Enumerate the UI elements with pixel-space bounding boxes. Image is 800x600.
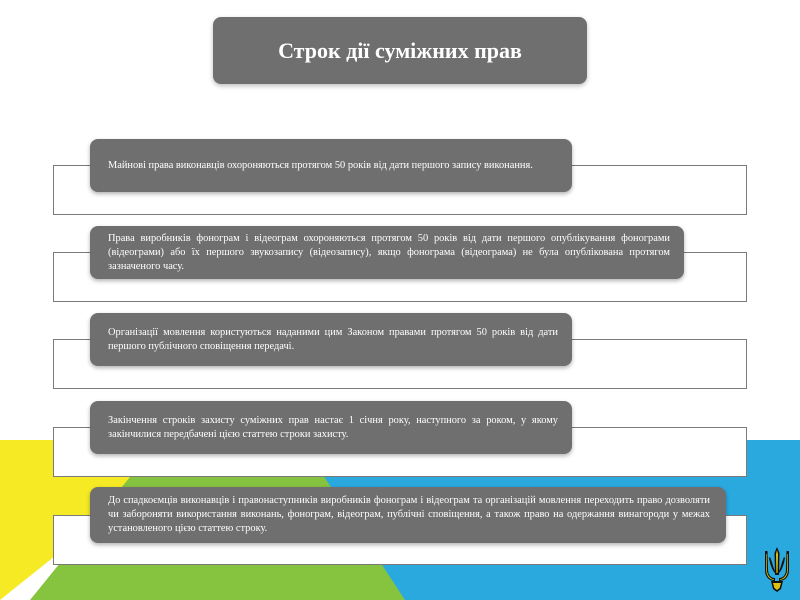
item-text-2: Права виробників фонограм і відеограм охороняються протягом 50 років від дати першого опублікування фонограми (відеограми) або їх першого звукозапису (відеозапису), якщо фонограма (відеограма) не була опублікована протягом зазначеного часу. (108, 232, 670, 272)
item-card-4 (90, 401, 572, 454)
page-title-box (213, 17, 587, 84)
item-card-5 (90, 487, 726, 543)
item-card-3 (90, 313, 572, 366)
item-card-1 (90, 139, 572, 192)
item-text-1: Майнові права виконавців охороняються протягом 50 років від дати першого запису виконання. (108, 159, 533, 171)
item-card-2 (90, 226, 684, 279)
item-text-5: До спадкоємців виконавців і правонаступників виробників фонограм і відеограм та організацій мовлення переходить право дозволяти чи забороняти використання виконань, фонограм, відеограм, публічні сповіщення, а також право на одержання винагороди у межах установленого цією статтею строку. (108, 495, 710, 534)
page-title: Строк дії суміжних прав (278, 37, 522, 63)
item-text-4: Закінчення строків захисту суміжних прав настає 1 січня року, наступного за роком, у якому закінчилися передбачені цією статтею строки захисту. (108, 414, 558, 440)
item-text-3: Організації мовлення користуються наданими цим Законом правами протягом 50 років від дати першого публічного сповіщення передачі. (108, 326, 558, 352)
trident-coat-of-arms-icon (762, 545, 792, 593)
